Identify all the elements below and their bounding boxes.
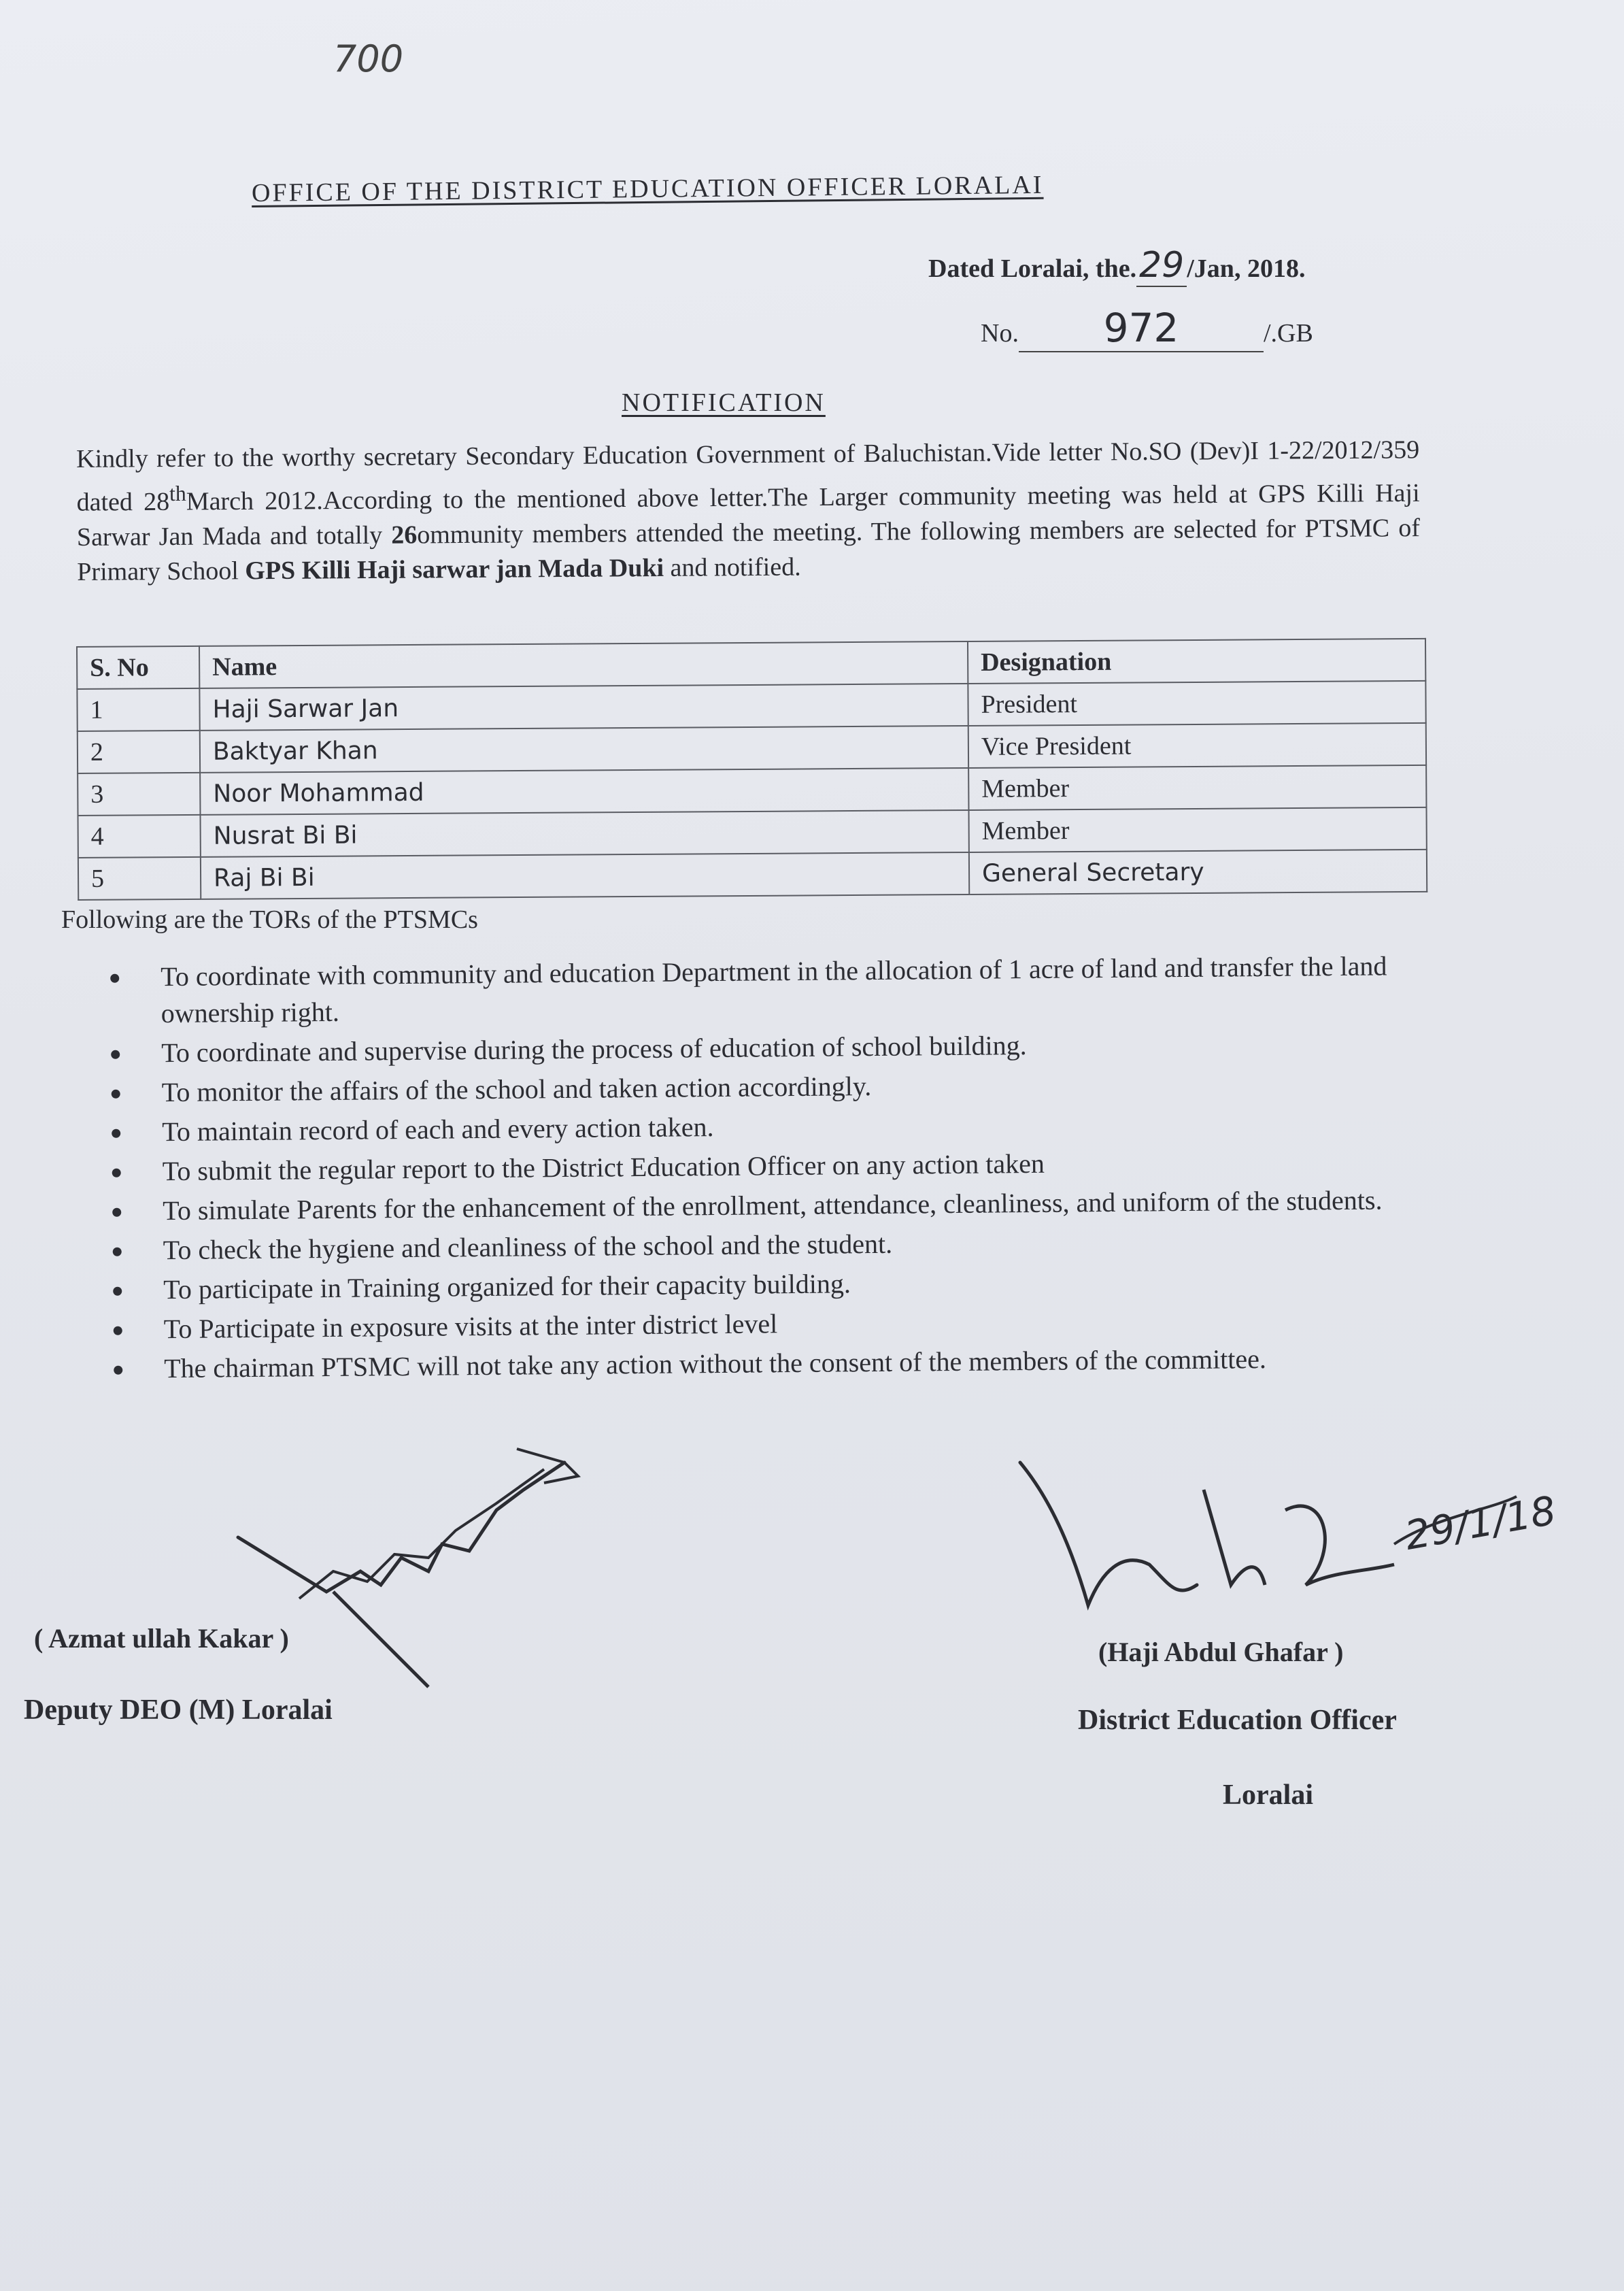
list-item: To coordinate with community and education Department in the allocation of 1 acre of land and transfer the land ownership right. <box>95 948 1429 1033</box>
right-signature-date: 29/1/18 <box>1401 1487 1559 1559</box>
table-row: 4 Nusrat Bi Bi Member <box>78 807 1427 858</box>
table-row: 3 Noor Mohammad Member <box>78 765 1426 816</box>
ref-no-handwritten: 972 <box>1019 305 1264 352</box>
list-item: To monitor the affairs of the school and taken action accordingly. <box>96 1063 1429 1111</box>
list-item: To submit the regular report to the District Education Officer on any action taken <box>97 1142 1430 1190</box>
dated-handwritten-day: 29 <box>1136 245 1187 287</box>
list-item: The chairman PTSMC will not take any action without the consent of the members of the committee. <box>99 1339 1432 1388</box>
right-signatory-place: Loralai <box>1223 1779 1313 1811</box>
col-header-designation: Designation <box>968 639 1425 684</box>
list-item: To participate in Training organized for their capacity building. <box>98 1260 1431 1309</box>
office-title: OFFICE OF THE DISTRICT EDUCATION OFFICER LORALAI <box>251 170 1044 207</box>
left-signature <box>224 1435 605 1694</box>
dated-prefix: Dated Loralai, the. <box>928 254 1137 283</box>
right-signatory-title: District Education Officer <box>1078 1705 1397 1736</box>
table-row: 2 Baktyar Khan Vice President <box>78 723 1426 773</box>
left-signatory-title: Deputy DEO (M) Loralai <box>24 1694 333 1726</box>
table-row: 5 Raj Bi Bi General Secretary <box>78 850 1427 900</box>
top-scribble: 700 <box>333 37 404 80</box>
right-signatory-name: (Haji Abdul Ghafar ) <box>1098 1637 1344 1667</box>
reference-number <box>981 305 1313 352</box>
tors-heading: Following are the TORs of the PTSMCs <box>61 905 478 934</box>
list-item: To coordinate and supervise during the process of education of school building. <box>96 1024 1429 1072</box>
dated-suffix: /Jan, 2018. <box>1187 254 1306 283</box>
list-item: To check the hygiene and cleanliness of the school and the student. <box>98 1221 1431 1269</box>
notification-body: Kindly refer to the worthy secretary Secondary Education Government of Baluchistan.Vide letter No.SO (Dev)I 1-22/2012/359 dated 28thMarch 2012.According to the mentioned above letter.The Larger community meeting was held at GPS Killi Haji Sarwar Jan Mada and totally 26ommunity members attended the meeting. The following members are selected for PTSMC of Primary School GPS Killi Haji sarwar jan Mada Duki and notified. <box>76 435 1421 586</box>
col-header-name: Name <box>199 641 968 688</box>
list-item: To maintain record of each and every action taken. <box>97 1103 1430 1151</box>
ref-no-label: No. <box>981 319 1019 348</box>
members-table <box>76 638 1427 901</box>
dated-line <box>928 245 1305 287</box>
right-signature <box>1013 1449 1571 1667</box>
list-item: To simulate Parents for the enhancement of the enrollment, attendance, cleanliness, and uniform of the students. <box>97 1182 1430 1230</box>
col-header-sno: S. No <box>77 646 199 689</box>
table-row: 1 Haji Sarwar Jan President <box>77 681 1425 731</box>
list-item: To Participate in exposure visits at the inter district level <box>99 1300 1432 1348</box>
left-signatory-name: ( Azmat ullah Kakar ) <box>34 1623 289 1654</box>
tors-list <box>95 948 1432 1390</box>
notification-title: NOTIFICATION <box>622 388 826 417</box>
ref-no-suffix: /.GB <box>1263 319 1313 348</box>
